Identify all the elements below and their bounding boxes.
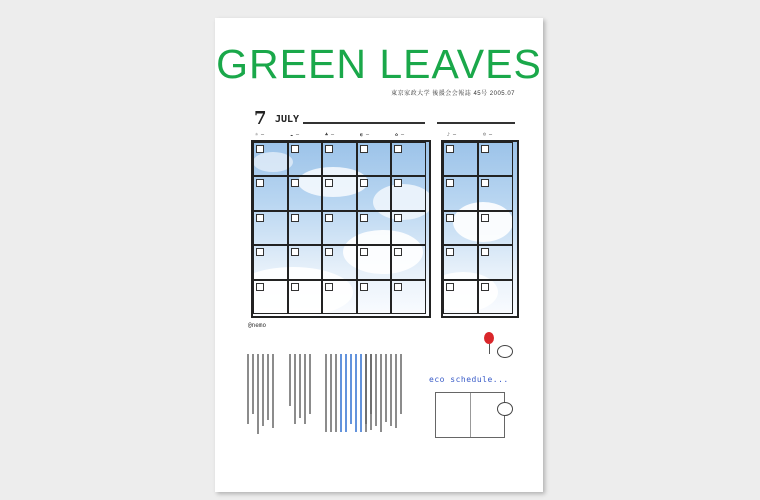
day-number-box — [291, 214, 299, 222]
calendar-day-cell — [478, 280, 513, 314]
day-number-box — [325, 214, 333, 222]
calendar-day-cell — [253, 211, 288, 245]
calendar-day-cell — [478, 245, 513, 279]
text-column-line — [380, 354, 382, 432]
text-column-line — [262, 354, 264, 426]
month-rule-left — [303, 122, 425, 124]
calendar-day-cell — [322, 211, 357, 245]
day-number-box — [481, 145, 489, 153]
text-column-line — [340, 354, 342, 432]
balloon-icon — [484, 332, 494, 344]
day-number-box — [325, 145, 333, 153]
calendar-day-cell — [443, 280, 478, 314]
text-column-line — [304, 354, 306, 424]
calendar-day-cell — [357, 211, 392, 245]
calendar-day-cell — [288, 142, 323, 176]
calendar-day-cell — [391, 245, 426, 279]
day-number-box — [256, 214, 264, 222]
day-header-icon: ♣ ─ — [325, 132, 335, 138]
calendar-day-cell — [391, 280, 426, 314]
day-number-box — [360, 179, 368, 187]
calendar-day-cell — [253, 245, 288, 279]
day-number-box — [446, 214, 454, 222]
day-number-box — [291, 283, 299, 291]
calendar-day-cell — [391, 142, 426, 176]
calendar-day-cell — [322, 142, 357, 176]
open-notebook-illustration — [435, 392, 505, 438]
day-number-box — [360, 248, 368, 256]
calendar-day-cell — [288, 245, 323, 279]
text-column-line — [400, 354, 402, 414]
day-number-box — [291, 179, 299, 187]
day-number-box — [446, 179, 454, 187]
calendar-day-cell — [357, 176, 392, 210]
day-number-box — [256, 283, 264, 291]
calendar-day-cell — [443, 176, 478, 210]
calendar-day-cell — [357, 245, 392, 279]
calendar-day-cell — [357, 280, 392, 314]
day-number-box — [446, 248, 454, 256]
calendar-month-name: JULY — [275, 114, 300, 125]
calendar-day-cell — [443, 211, 478, 245]
day-number-box — [256, 179, 264, 187]
day-number-box — [481, 179, 489, 187]
text-column-line — [272, 354, 274, 428]
magazine-cover — [215, 18, 543, 492]
text-column-line — [350, 354, 352, 424]
day-number-box — [360, 214, 368, 222]
day-number-box — [481, 214, 489, 222]
magazine-subtitle: 東京家政大学 後援会会報誌 45号 2005.07 — [391, 91, 515, 97]
text-column-line — [267, 354, 269, 420]
calendar-day-cell — [322, 245, 357, 279]
text-column-line — [390, 354, 392, 426]
text-column-line — [360, 354, 362, 432]
calendar-day-cell — [288, 211, 323, 245]
text-column-line — [370, 354, 372, 430]
day-number-box — [325, 283, 333, 291]
day-number-box — [256, 248, 264, 256]
day-header-icon: ☁ ─ — [290, 132, 300, 138]
text-column-line — [252, 354, 254, 414]
day-number-box — [394, 248, 402, 256]
day-number-box — [291, 248, 299, 256]
day-header-icon: ◐ ─ — [360, 132, 370, 138]
text-column-line — [330, 354, 332, 432]
day-number-box — [325, 248, 333, 256]
text-column-line — [375, 354, 377, 426]
day-header-icon: ☺ ─ — [483, 132, 493, 138]
day-number-box — [291, 145, 299, 153]
day-number-box — [446, 145, 454, 153]
text-column-line — [395, 354, 397, 428]
day-number-box — [394, 145, 402, 153]
day-number-box — [446, 283, 454, 291]
notebook-spine — [470, 393, 471, 437]
calendar-day-cell — [443, 142, 478, 176]
day-number-box — [394, 214, 402, 222]
calendar-day-cell — [288, 280, 323, 314]
day-number-box — [256, 145, 264, 153]
calendar-month-number: 7 — [254, 108, 267, 129]
text-column-line — [257, 354, 259, 434]
eco-schedule-heading: eco schedule... — [429, 375, 509, 384]
day-number-box — [360, 283, 368, 291]
bear-reading-icon — [497, 402, 513, 416]
calendar-day-cell — [478, 142, 513, 176]
illustrator-signature: @nemo — [248, 322, 267, 329]
calendar-day-cell — [443, 245, 478, 279]
text-column-line — [299, 354, 301, 418]
calendar-day-cell — [357, 142, 392, 176]
calendar-day-cell — [478, 176, 513, 210]
text-column-line — [345, 354, 347, 432]
day-header-icon: ♪ ─ — [447, 132, 457, 138]
day-number-box — [481, 283, 489, 291]
day-number-box — [325, 179, 333, 187]
calendar-day-cell — [253, 142, 288, 176]
bear-doodle-icon — [497, 345, 513, 358]
text-column-line — [355, 354, 357, 432]
text-column-line — [247, 354, 249, 424]
text-column-line — [335, 354, 337, 432]
day-number-box — [481, 248, 489, 256]
text-column-line — [294, 354, 296, 424]
calendar-day-cell — [322, 280, 357, 314]
balloon-string — [489, 344, 490, 354]
day-number-box — [394, 283, 402, 291]
calendar-day-cell — [391, 176, 426, 210]
day-header-icon: ✿ ─ — [395, 132, 405, 138]
magazine-title: GREEN LEAVES — [216, 41, 542, 87]
day-header-icon: ☼ ─ — [255, 132, 265, 138]
text-column-line — [289, 354, 291, 406]
day-number-box — [360, 145, 368, 153]
text-column-line — [385, 354, 387, 422]
text-column-line — [325, 354, 327, 432]
day-number-box — [394, 179, 402, 187]
calendar-day-cell — [478, 211, 513, 245]
text-column-line — [309, 354, 311, 414]
calendar-day-cell — [253, 280, 288, 314]
text-column-line — [365, 354, 367, 424]
calendar-day-cell — [288, 176, 323, 210]
calendar-day-cell — [322, 176, 357, 210]
month-rule-right — [437, 122, 515, 124]
calendar-day-cell — [391, 211, 426, 245]
calendar-day-cell — [253, 176, 288, 210]
